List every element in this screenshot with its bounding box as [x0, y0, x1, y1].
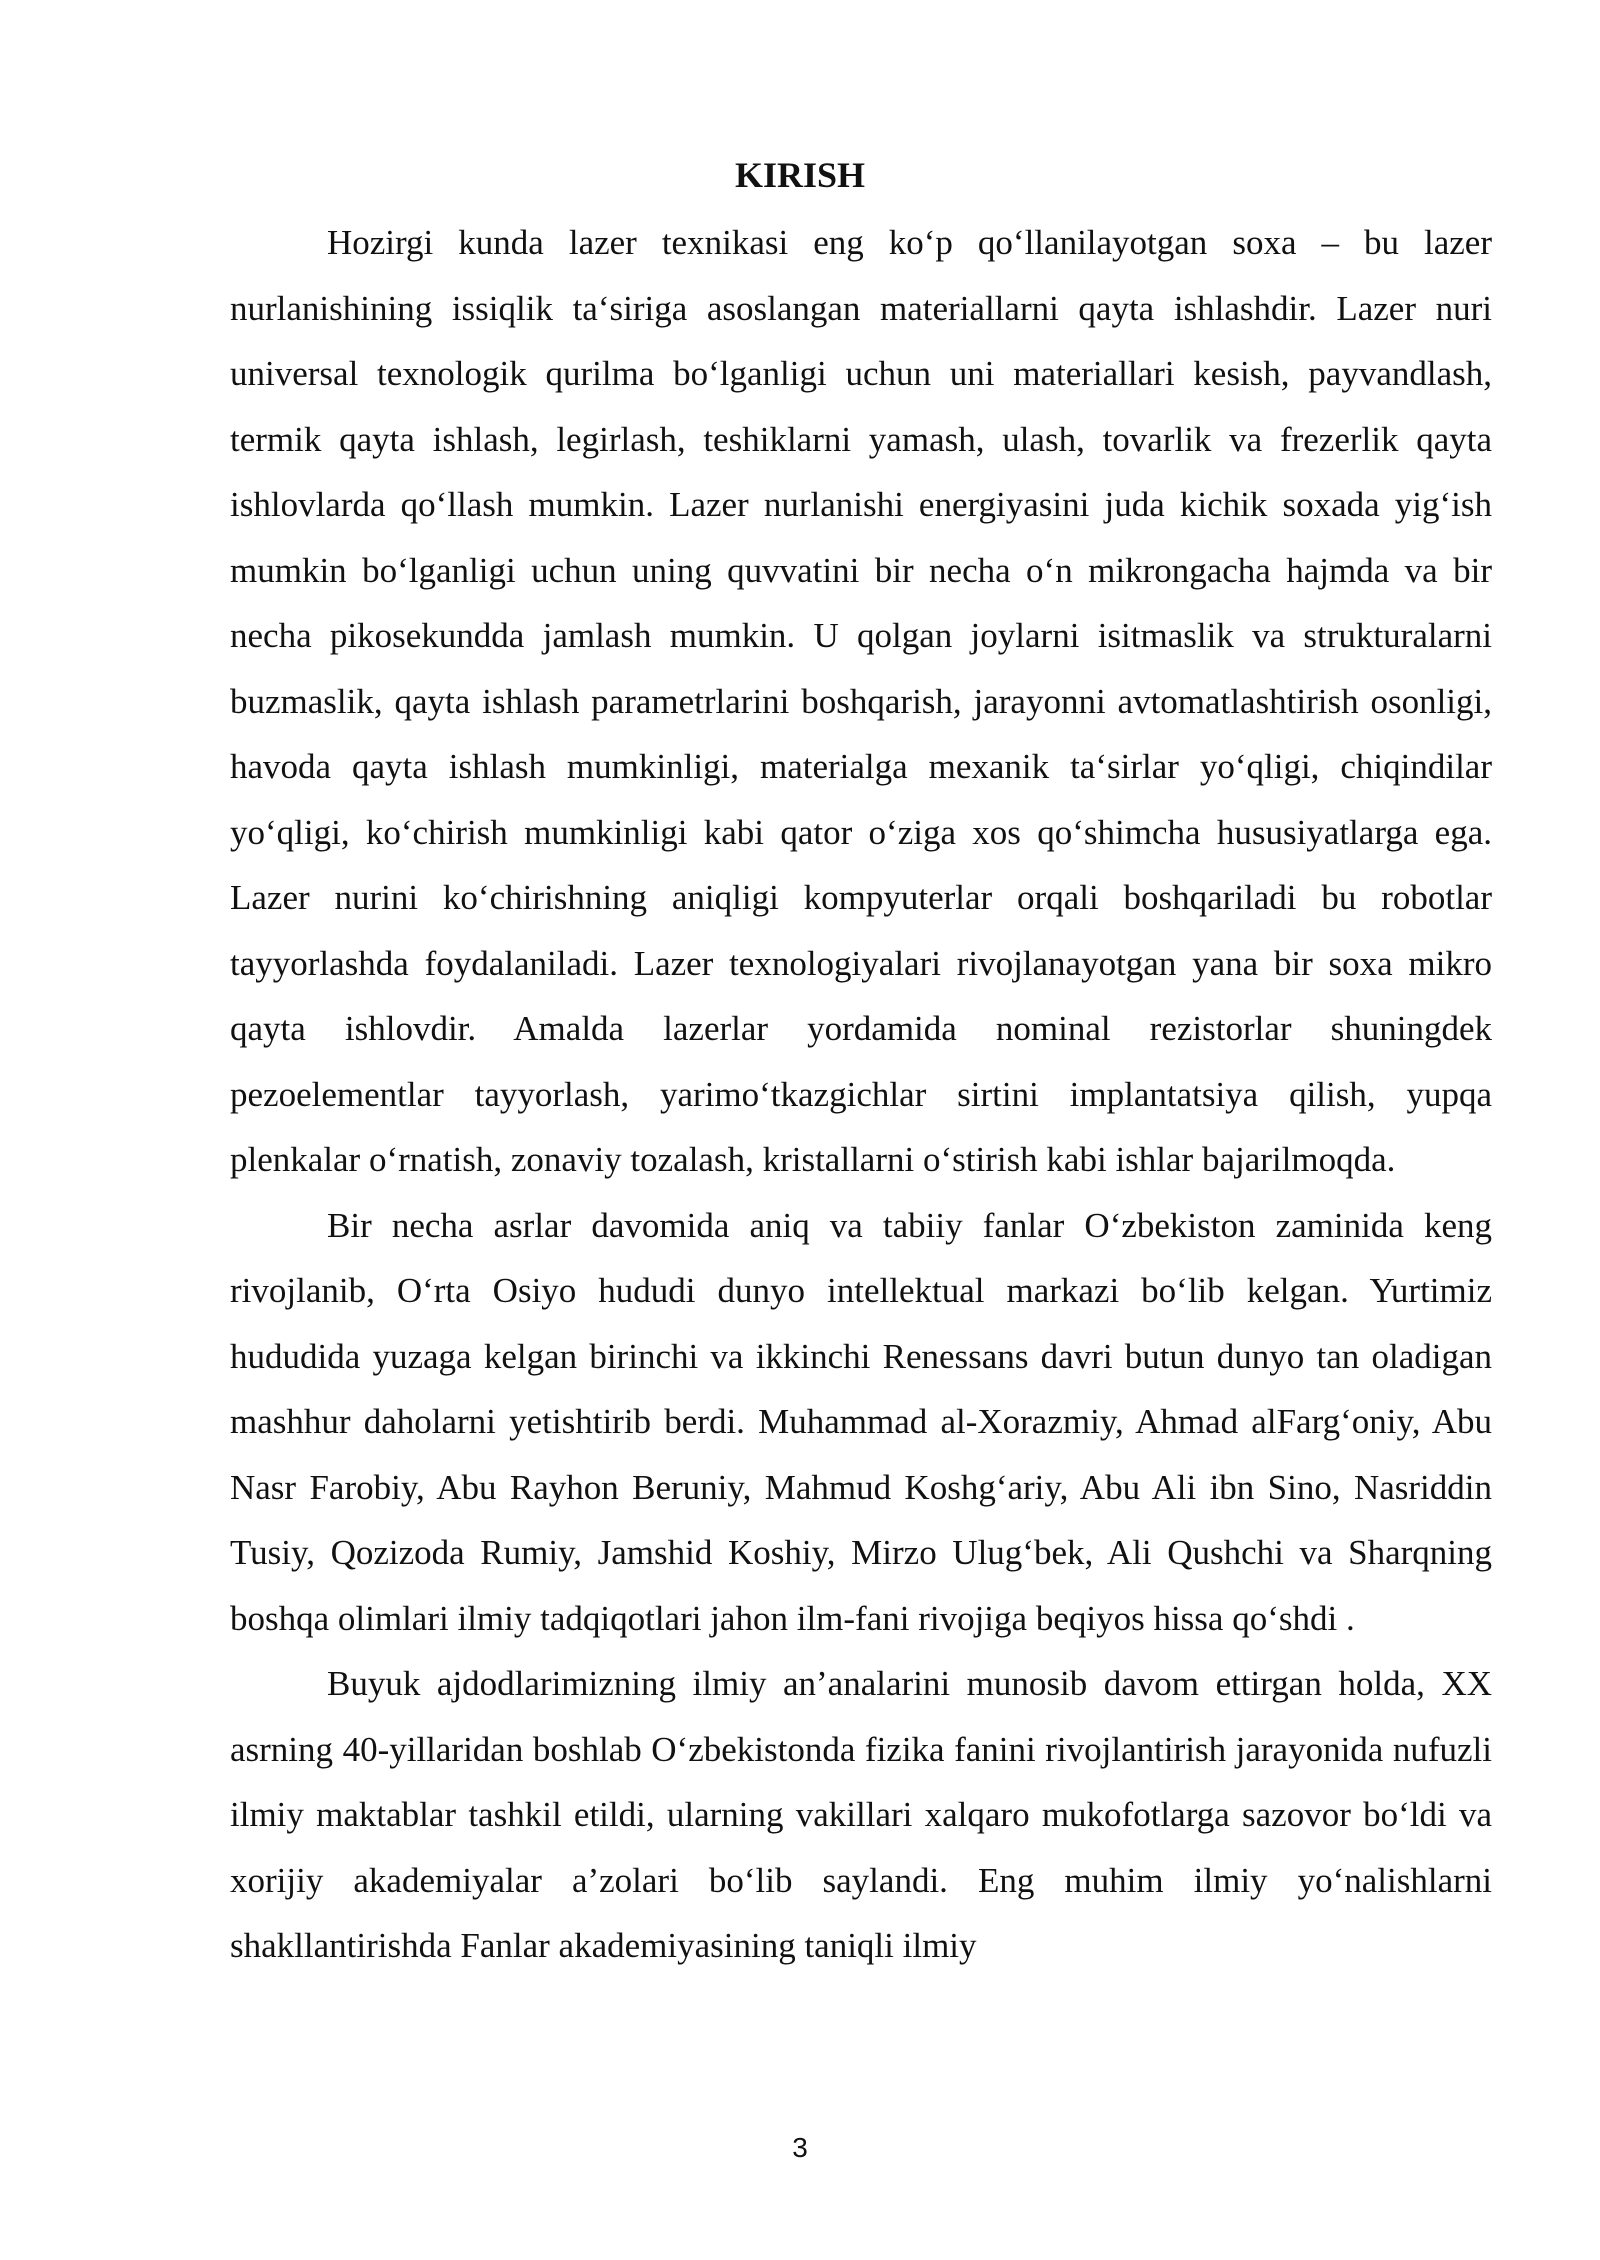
body-text	[230, 210, 1492, 1979]
paragraph-2: Bir necha asrlar davomida aniq va tabiiy fanlar O‘zbekiston zaminida keng rivojlanib, O‘rta Osiyo hududi dunyo intellektual markazi bo‘lib kelgan. Yurtimiz hududida yuzaga kelgan birinchi va ikkinchi Renessans davri butun dunyo tan oladigan mashhur daholarni yetishtirib berdi. Muhammad al-Xorazmiy, Ahmad alFarg‘oniy, Abu Nasr Farobiy, Abu Rayhon Beruniy, Mahmud Koshg‘ariy, Abu Ali ibn Sino, Nasriddin Tusiy, Qozizoda Rumiy, Jamshid Koshiy, Mirzo Ulug‘bek, Ali Qushchi va Sharqning boshqa olimlari ilmiy tadqiqotlari jahon ilm-fani rivojiga beqiyos hissa qo‘shdi .	[230, 1205, 1492, 1638]
section-title: KIRISH	[734, 155, 866, 195]
paragraph-3: Buyuk ajdodlarimizning ilmiy an’analarini munosib davom ettirgan holda, XX asrning 40-yillaridan boshlab O‘zbekistonda fizika fanini rivojlantirish jarayonida nufuzli ilmiy maktablar tashkil etildi, ularning vakillari xalqaro mukofotlarga sazovor bo‘ldi va xorijiy akademiyalar a’zolari bo‘lib saylandi. Eng muhim ilmiy yo‘nalishlarni shakllantirishda Fanlar akademiyasining taniqli ilmiy	[230, 1664, 1492, 1965]
page-number: 3	[792, 2132, 808, 2163]
paragraph-1: Hozirgi kunda lazer texnikasi eng ko‘p qo‘llanilayotgan soxa – bu lazer nurlanishining issiqlik ta‘siriga asoslangan materiallarni qayta ishlashdir. Lazer nuri universal texnologik qurilma bo‘lganligi uchun uni materiallari kesish, payvandlash, termik qayta ishlash, legirlash, teshiklarni yamash, ulash, tovarlik va frezerlik qayta ishlovlarda qo‘llash mumkin. Lazer nurlanishi energiyasini juda kichik soxada yig‘ish mumkin bo‘lganligi uchun uning quvvatini bir necha o‘n mikrongacha hajmda va bir necha pikosekundda jamlash mumkin. U qolgan joylarni isitmaslik va strukturalarni buzmaslik, qayta ishlash parametrlarini boshqarish, jarayonni avtomatlashtirish osonligi, havoda qayta ishlash mumkinligi, materialga mexanik ta‘sirlar yo‘qligi, chiqindilar yo‘qligi, ko‘chirish mumkinligi kabi qator o‘ziga xos qo‘shimcha hususiyatlarga ega. Lazer nurini ko‘chirishning aniqligi kompyuterlar orqali boshqariladi bu robotlar tayyorlashda foydalaniladi. Lazer texnologiyalari rivojlanayotgan yana bir soxa mikro qayta ishlovdir. Amalda lazerlar yordamida nominal rezistorlar shuningdek pezoelementlar tayyorlash, yarimo‘tkazgichlar sirtini implantatsiya qilish, yupqa plenkalar o‘rnatish, zonaviy tozalash, kristallarni o‘stirish kabi ishlar bajarilmoqda.	[230, 223, 1492, 1179]
